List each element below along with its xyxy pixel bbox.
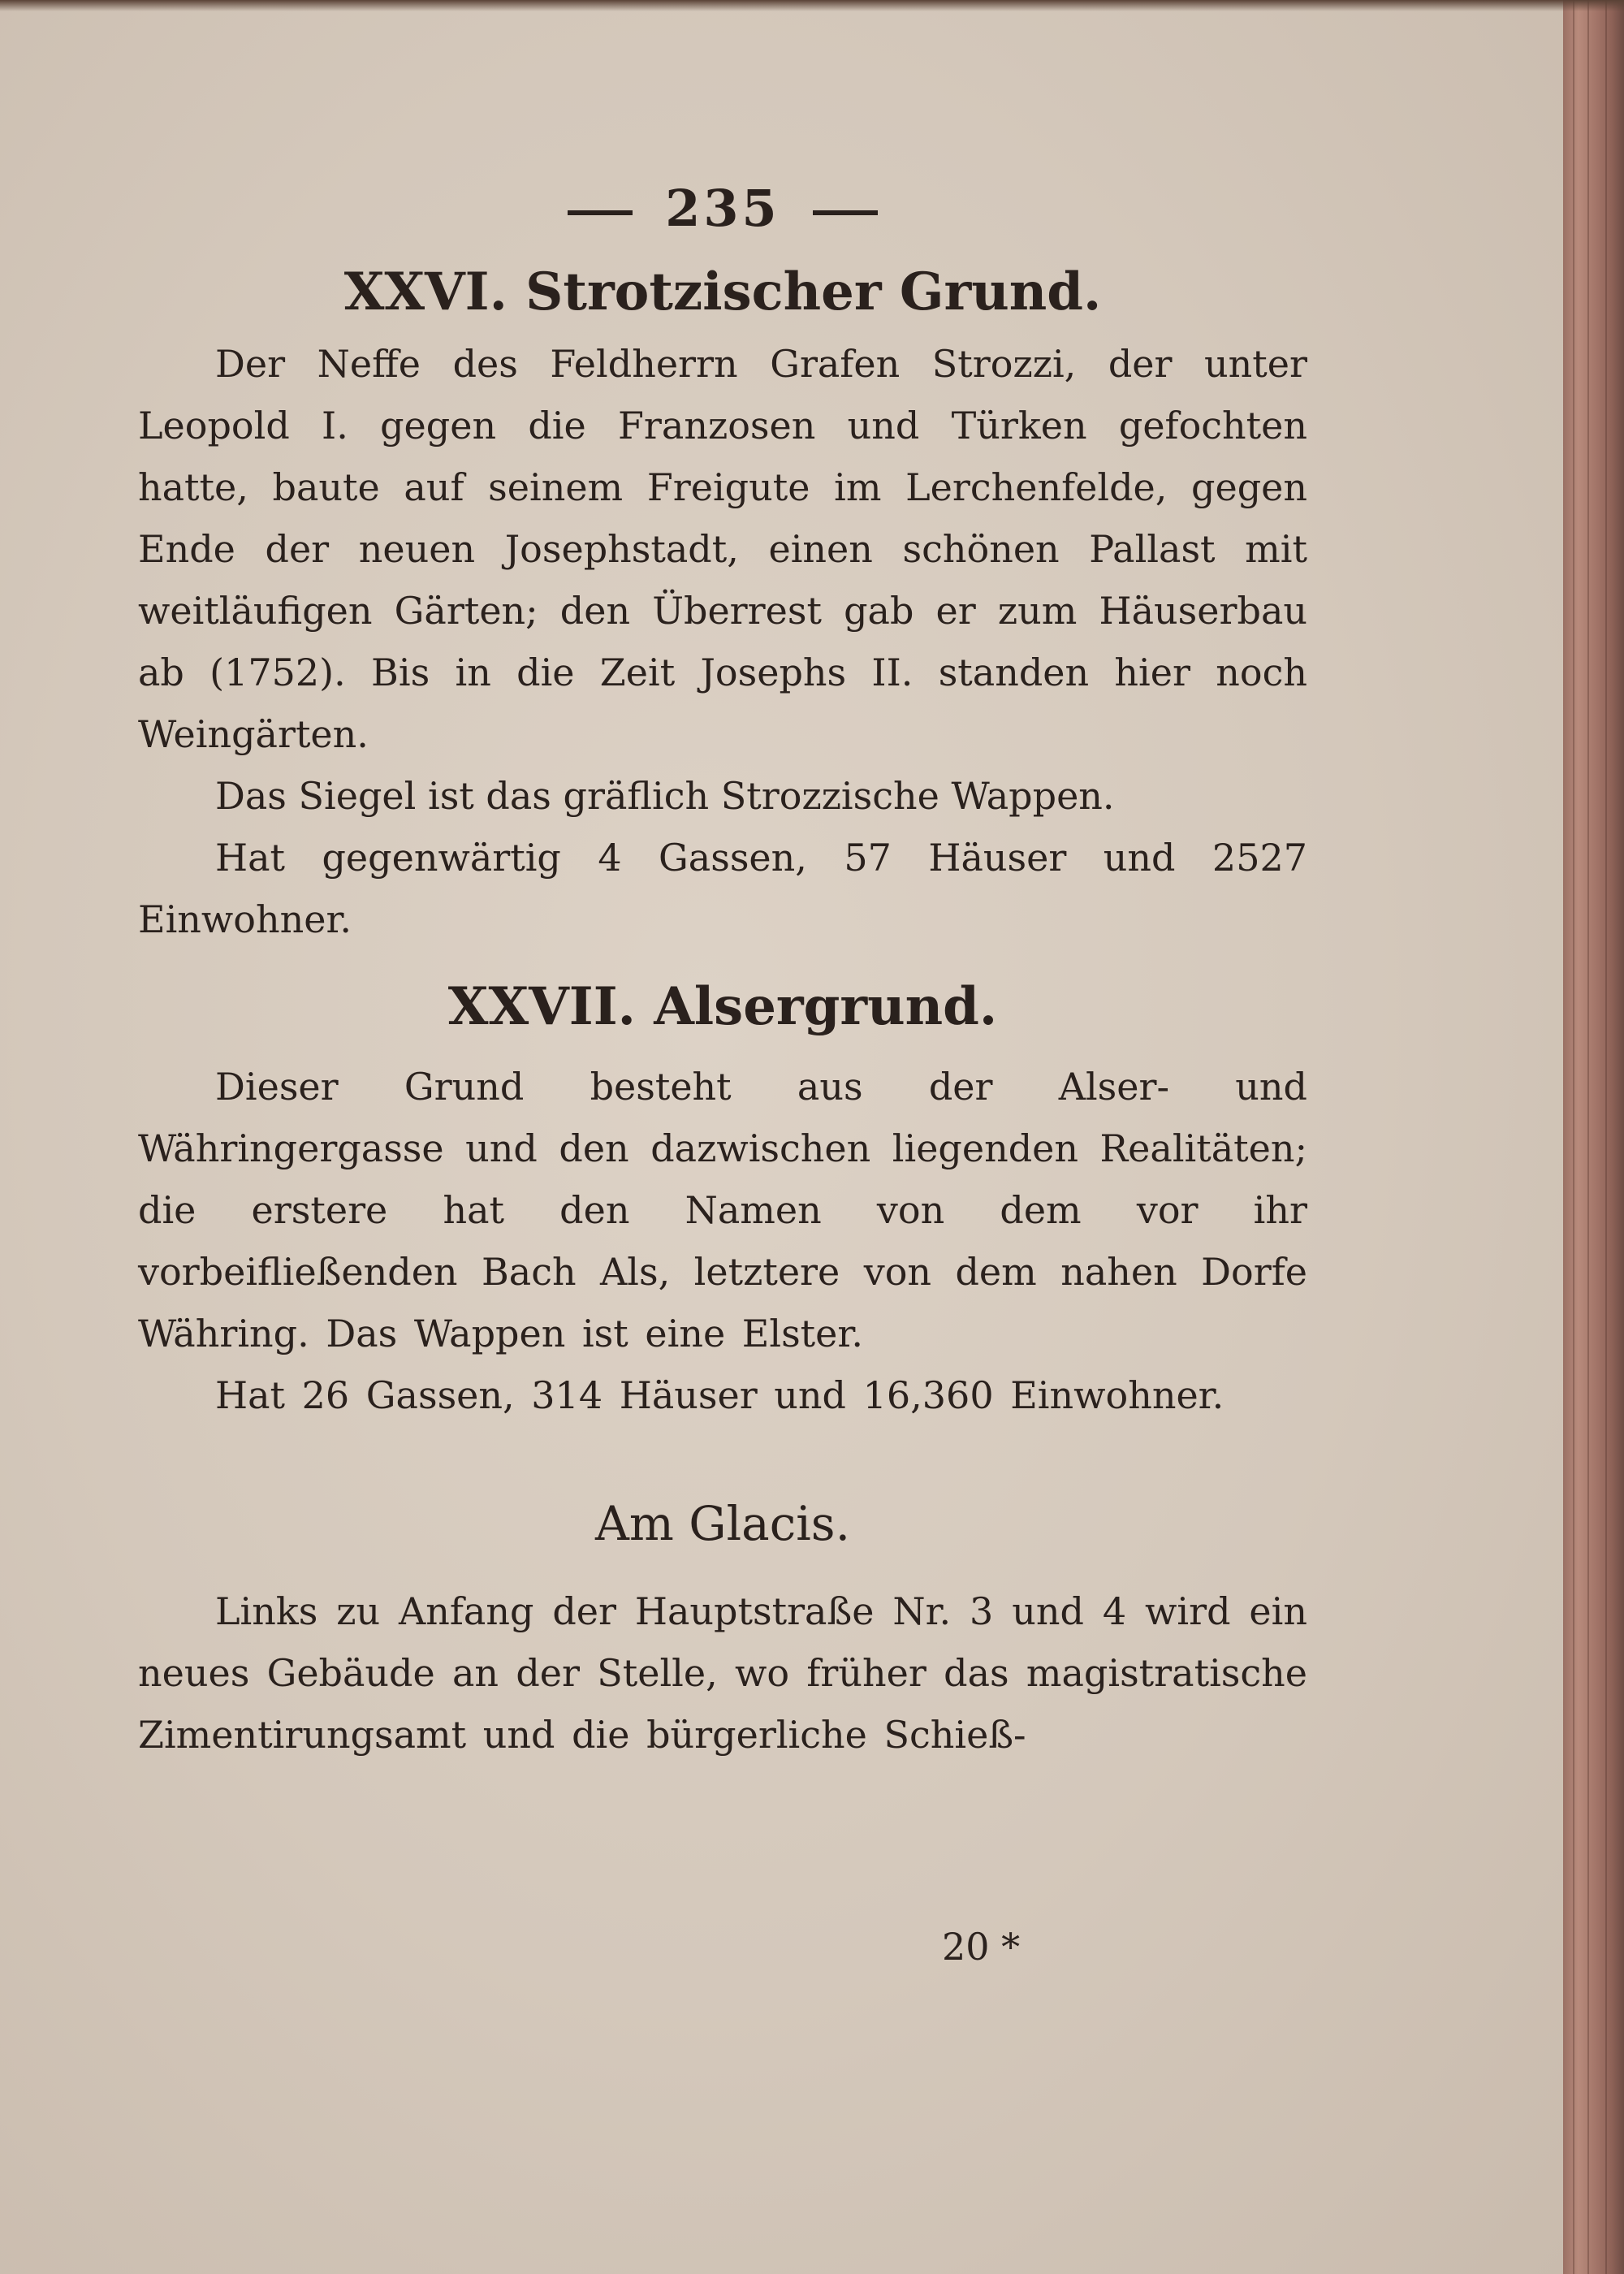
paragraph: Hat 26 Gassen, 314 Häuser und 16,360 Einwohner. [215,1373,1224,1417]
section-title-glacis: Am Glacis. [594,1496,850,1551]
header-dash [568,210,633,215]
page-number: 235 [665,179,780,238]
paragraph: Links zu Anfang der Hauptstraße Nr. 3 und 4 wird ein neues Gebäude an der Stelle, wo früher das magistratische Zimentirungsamt und die bürgerliche Schieß- [138,1589,1307,1757]
page-top-shadow [0,0,1624,11]
signature-mark: 20 * [942,1925,1021,1969]
section-title-xxvii: XXVII. Alsergrund. [447,976,998,1037]
edge-line [1605,0,1607,2274]
paragraph: Das Siegel ist das gräflich Strozzische Wappen. [215,774,1115,818]
page-text [138,162,1307,1766]
paragraph: Hat gegenwärtig 4 Gassen, 57 Häuser und 2527 Einwohner. [138,836,1307,941]
paragraph: Der Neffe des Feldherrn Grafen Strozzi, der unter Leopold I. gegen die Franzosen und Türken gefochten hatte, baute auf seinem Freigute im Lerchenfelde, gegen Ende der neuen Josephstadt, einen schönen Pallast mit weitläufigen Gärten; den Überrest gab er zum Häuserbau ab (1752). Bis in die Zeit Josephs II. standen hier noch Weingärten. [138,342,1307,756]
page-header [138,179,1307,252]
section-title-xxvi: XXVI. Strotzischer Grund. [343,262,1102,322]
edge-line [1587,0,1589,2274]
edge-line [1573,0,1574,2274]
page-edge [1563,0,1624,2274]
header-dash [813,210,878,215]
paragraph: Dieser Grund besteht aus der Alser- und Währingergasse und den dazwischen liegenden Realitäten; die erstere hat den Namen von dem vor ihr vorbeifließenden Bach Als, letztere von dem nahen Dorfe Währing. Das Wappen ist eine Elster. [138,1065,1307,1355]
